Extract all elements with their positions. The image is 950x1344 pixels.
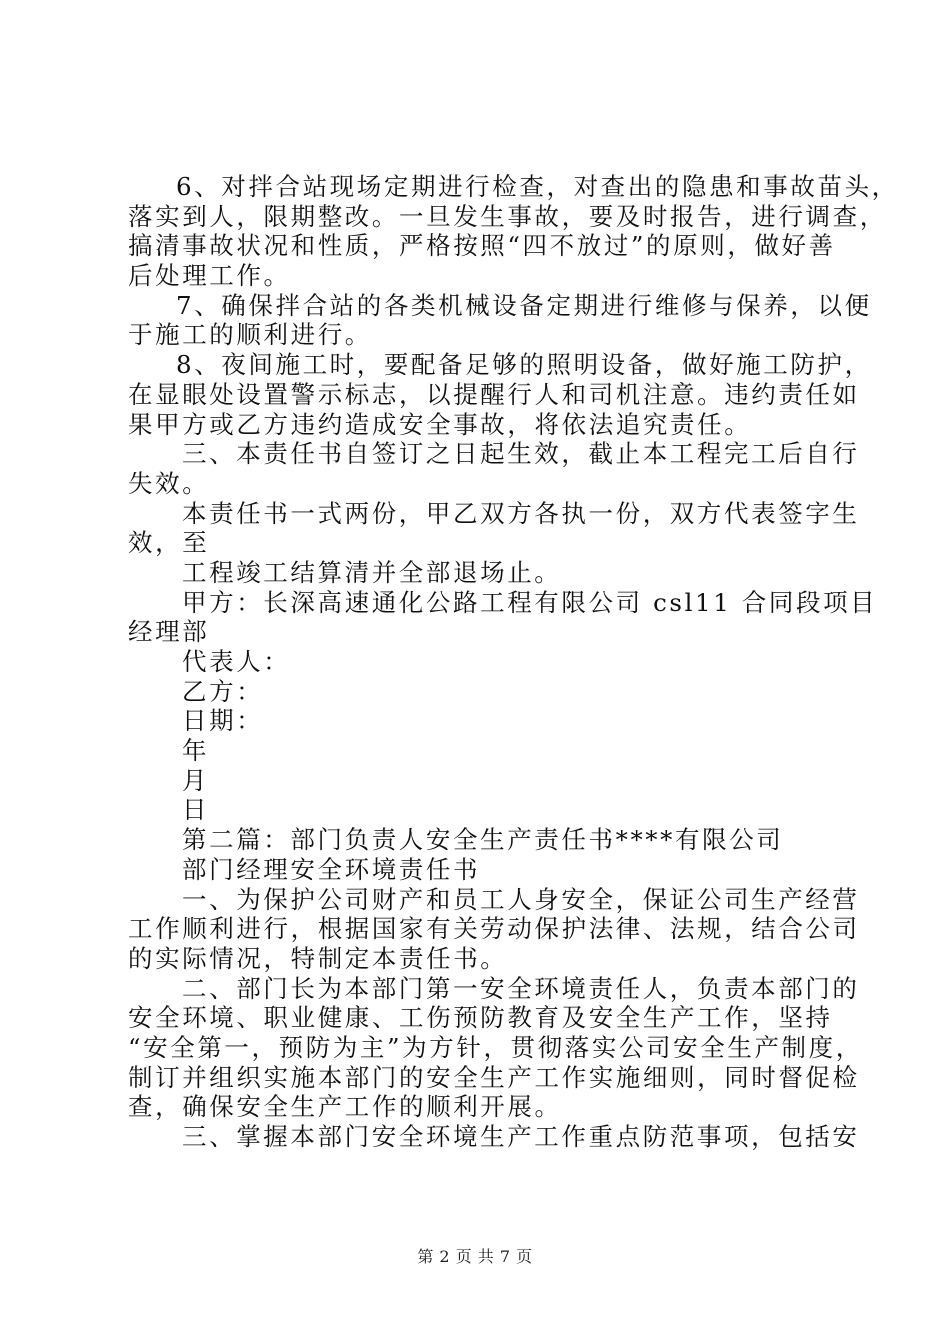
text-line: 三、本责任书自签订之日起生效，截止本工程完工后自行 [182, 439, 860, 469]
text-line: 7、确保拌合站的各类机械设备定期进行维修与保养，以便 [176, 290, 872, 320]
text-line: 效，至 [128, 528, 210, 558]
page-number-footer: 第 2 页 共 7 页 [417, 1247, 533, 1266]
text-line: 搞清事故状况和性质，严格按照“四不放过”的原则，做好善 [128, 231, 836, 261]
text-line: 日 [182, 795, 210, 825]
text-line: 制订并组织实施本部门的安全生产工作实施细则，同时督促检 [128, 1062, 860, 1092]
text-line: 在显眼处设置警示标志，以提醒行人和司机注意。违约责任如 [128, 379, 860, 409]
text-line: 查，确保安全生产工作的顺利开展。 [128, 1092, 562, 1122]
text-line: 于施工的顺利进行。 [128, 320, 372, 350]
text-line: 甲方：长深高速通化公路工程有限公司 csl11 合同段项目 [182, 587, 878, 617]
section-subheading: 部门经理安全环境责任书 [182, 854, 481, 884]
text-line: 月 [182, 765, 210, 795]
text-line: 8、夜间施工时，要配备足够的照明设备，做好施工防护， [176, 350, 872, 380]
text-line: 乙方： [182, 676, 264, 706]
text-line: 工程竣工结算清并全部退场止。 [182, 557, 562, 587]
text-line: 一、为保护公司财产和员工人身安全，保证公司生产经营 [182, 884, 860, 914]
text-line: 落实到人，限期整改。一旦发生事故，要及时报告，进行调查， [128, 201, 887, 231]
text-line: 二、部门长为本部门第一安全环境责任人，负责本部门的 [182, 973, 860, 1003]
text-line: 三、掌握本部门安全环境生产工作重点防范事项，包括安 [182, 1122, 860, 1151]
text-line: 6、对拌合站现场定期进行检查，对查出的隐患和事故苗头， [176, 172, 899, 201]
section-heading: 第二篇：部门负责人安全生产责任书****有限公司 [182, 825, 784, 855]
text-line: 安全环境、职业健康、工伤预防教育及安全生产工作，坚持 [128, 1003, 833, 1033]
text-line: 的实际情况，特制定本责任书。 [128, 943, 508, 973]
text-line: 工作顺利进行，根据国家有关劳动保护法律、法规，结合公司 [128, 914, 860, 944]
text-line: “安全第一，预防为主”为方针，贯彻落实公司安全生产制度， [128, 1032, 863, 1062]
text-line: 经理部 [128, 617, 210, 647]
document-body [128, 172, 899, 1152]
text-line: 代表人： [182, 647, 291, 676]
text-line: 本责任书一式两份，甲乙双方各执一份，双方代表签字生 [182, 498, 860, 528]
text-line: 果甲方或乙方违约造成安全事故，将依法追究责任。 [128, 409, 752, 439]
text-line: 日期： [182, 706, 264, 736]
text-line: 年 [182, 736, 210, 766]
text-line: 后处理工作。 [128, 261, 291, 291]
text-line: 失效。 [128, 468, 210, 498]
